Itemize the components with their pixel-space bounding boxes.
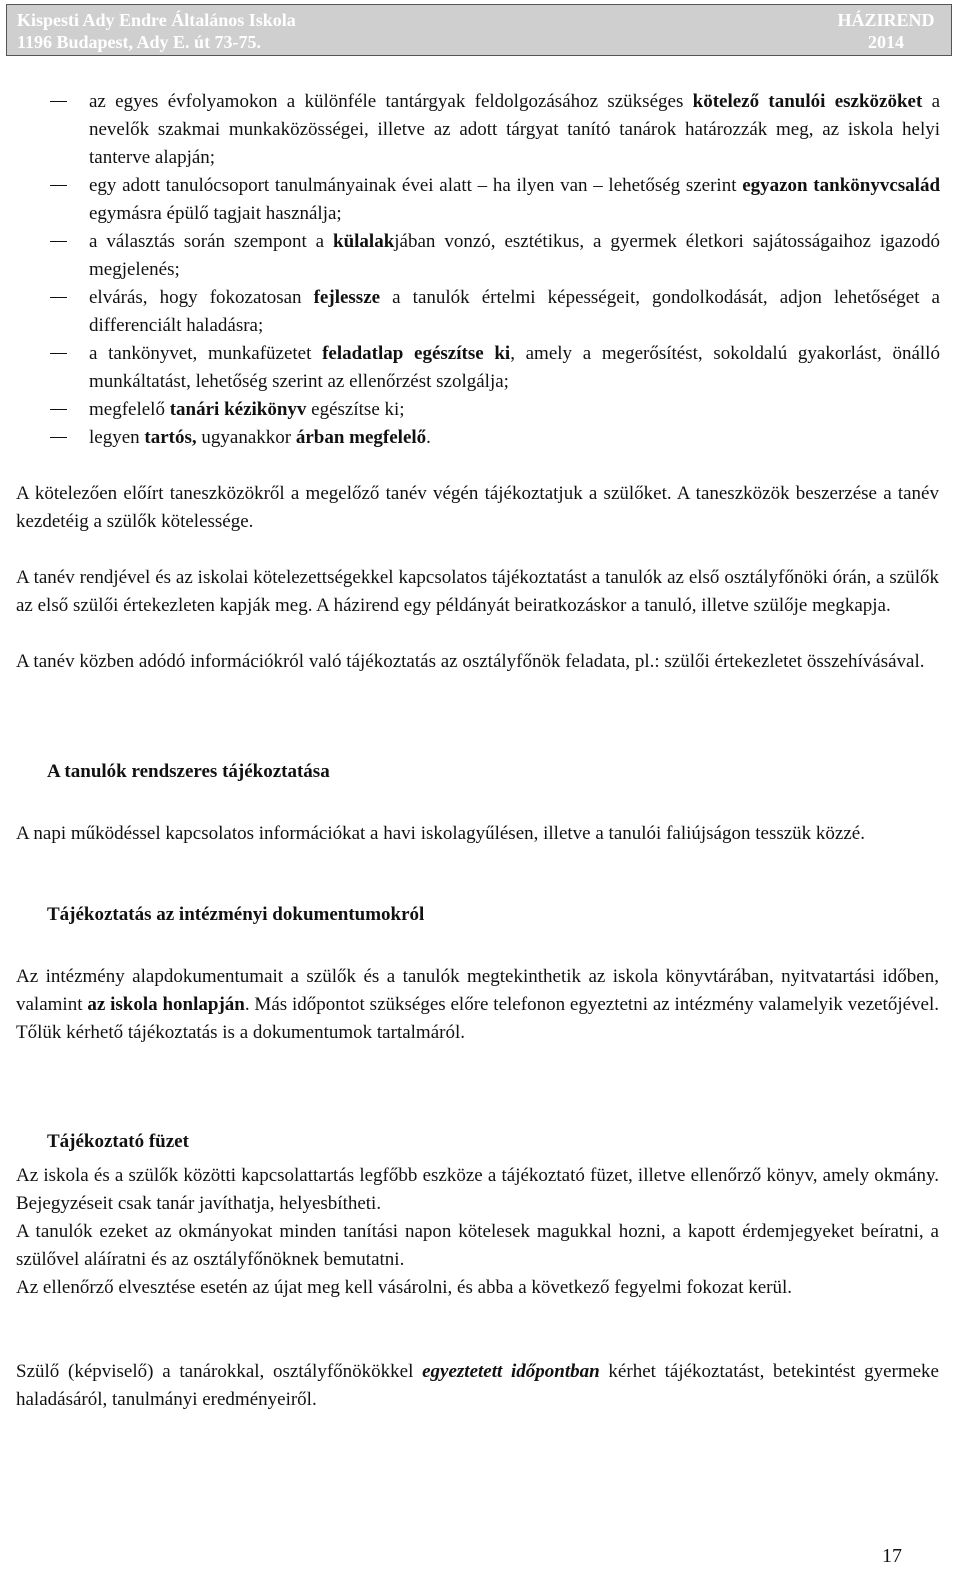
dash-bullet-icon: [50, 101, 67, 102]
dash-bullet-icon: [50, 437, 67, 438]
list-item: legyen tartós, ugyanakkor árban megfelelő.: [0, 424, 960, 452]
dash-bullet-icon: [50, 353, 67, 354]
dash-bullet-icon: [50, 241, 67, 242]
paragraph-okmanyok: A tanulók ezeket az okmányokat minden tanítási napon kötelesek magukkal hozni, a kapott érdemjegyeket beíratni, a szülővel aláíratni és az osztályfőnöknek bemutatni.: [16, 1221, 939, 1270]
page-header: [6, 4, 952, 56]
list-item: egy adott tanulócsoport tanulmányainak évei alatt – ha ilyen van – lehetőség szerint egyazon tankönyvcsalád egymásra épülő tagjait használja;: [0, 172, 960, 228]
list-item: a választás során szempont a külalakjában vonzó, esztétikus, a gyermek életkori sajátosságaihoz igazodó megjelenés;: [0, 228, 960, 284]
section-heading: Tájékoztató füzet: [47, 1131, 189, 1152]
dash-bullet-icon: [50, 185, 67, 186]
paragraph-tanev-kozben: A tanév közben adódó információkról való tájékoztatás az osztályfőnök feladata, pl.: szülői értekezletet összehívásával.: [16, 651, 925, 672]
dash-bullet-icon: [50, 409, 67, 410]
section-heading: A tanulók rendszeres tájékoztatása: [47, 761, 330, 782]
paragraph-tanev-rendje: A tanév rendjével és az iskolai kötelezettségekkel kapcsolatos tájékoztatást a tanulók az első osztályfőnöki órán, a szülők az első szülői értekezleten kapják meg. A házirend egy példányát beiratkozáskor a tanuló, illetve szülője megkapja.: [16, 567, 939, 616]
section-heading: Tájékoztatás az intézményi dokumentumokról: [47, 904, 425, 925]
list-item: megfelelő tanári kézikönyv egészítse ki;: [0, 396, 960, 424]
list-item: elvárás, hogy fokozatosan fejlessze a tanulók értelmi képességeit, gondolkodását, adjon lehetőséget a differenciált haladásra;: [0, 284, 960, 340]
list-item: az egyes évfolyamokon a különféle tantárgyak feldolgozásához szükséges kötelező tanulói eszközöket a nevelők szakmai munkaközösségei, illetve az adott tárgyat tanító tanárok határozzák meg, az iskola helyi tanterve alapján;: [0, 88, 960, 172]
paragraph-kapcsolattartas: Az iskola és a szülők közötti kapcsolattartás legfőbb eszköze a tájékoztató füzet, illetve ellenőrző könyv, amely okmány. Bejegyzéseit csak tanár javíthatja, helyesbítheti.: [16, 1165, 939, 1214]
school-name: Kispesti Ady Endre Általános Iskola: [17, 10, 296, 30]
document-year: 2014: [868, 32, 904, 52]
list-item: a tankönyvet, munkafüzetet feladatlap egészítse ki, amely a megerősítést, sokoldalú gyakorlást, önálló munkáltatást, lehetőség szerint az ellenőrzést szolgálja;: [0, 340, 960, 396]
school-address: 1196 Budapest, Ady E. út 73-75.: [17, 32, 262, 52]
paragraph-taneszkozok: A kötelezően előírt taneszközökről a megelőző tanév végén tájékoztatjuk a szülőket. A taneszközök beszerzése a tanév kezdetéig a szülők kötelessége.: [16, 483, 939, 532]
paragraph-dokumentumok: Az intézmény alapdokumentumait a szülők és a tanulók megtekinthetik az iskola könyvtárában, nyitvatartási időben, valamint az iskola honlapján. Más időpontot szükséges előre telefonon egyeztetni az intézmény valamelyik vezetőjével. Tőlük kérhető tájékoztatás is a dokumentumok tartalmáról.: [16, 966, 940, 1043]
paragraph-napi-mukodes: A napi működéssel kapcsolatos információkat a havi iskolagyűlésen, illetve a tanulói faliújságon tesszük közzé.: [16, 823, 865, 844]
dash-bullet-icon: [50, 297, 67, 298]
paragraph-ellenorzo: Az ellenőrző elvesztése esetén az újat meg kell vásárolni, és abba a következő fegyelmi fokozat kerül.: [16, 1277, 793, 1298]
page-number: 17: [882, 1545, 902, 1567]
paragraph-szulo-tajekoztatas: Szülő (képviselő) a tanárokkal, osztályfőnökökkel egyeztetett időpontban kérhet tájékoztatást, betekintést gyermeke haladásáról, tanulmányi eredményeiről.: [16, 1361, 939, 1410]
bullet-list: [0, 88, 960, 452]
document-title: HÁZIREND: [837, 10, 935, 30]
